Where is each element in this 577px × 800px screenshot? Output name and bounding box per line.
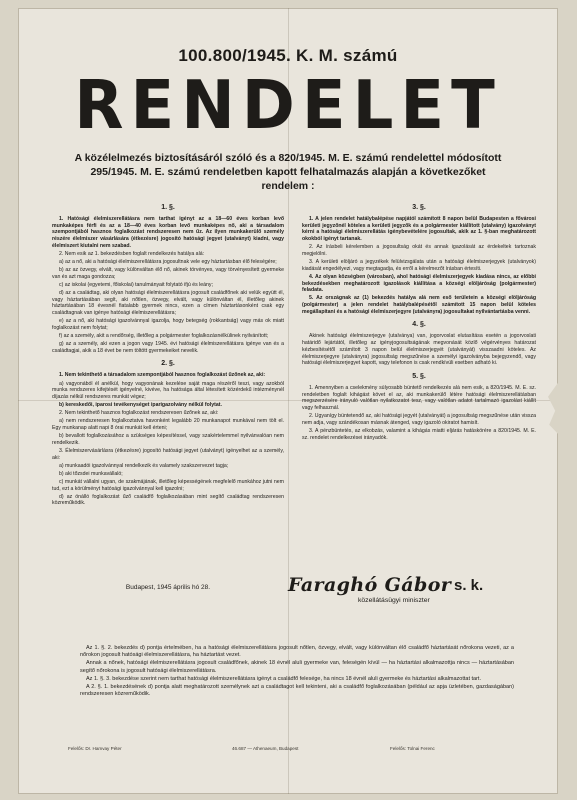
paragraph: 1. A jelen rendelet hatálybalépése napjától számított 8 napon belül Budapesten a fővárosi kerületi jegyzőnél köteles a kerületi jegyzők és a polgármester kiállított (utalvány) igazolványt kérni a hatósági élelmiszerellátás igénybevételére jogosultak, akik az 1. §-ban meghatározott okokból igényt tartanak. (302, 216, 536, 243)
decree-number: 100.800/1945. K. M. számú (178, 46, 398, 65)
torn-edge (548, 380, 558, 436)
paragraph: 1. Amennyiben a cselekmény súlyosabb büntető rendelkezés alá nem esik, a 820/1945. M. E. sz. rendeletben foglalt kihágást követ el az, aki munkakerülő létére hatósági élelmiszerellátásban megszerzésére irányuló valótlan nyilatkozatot tesz, vagy valótlan adatot tartalmazó igazolást kiállít vagy felhasznál. (302, 384, 536, 412)
explanatory-notes (80, 645, 514, 699)
left-column (52, 198, 284, 508)
decree-intro: A közélelmezés biztosításáról szóló és a 820/1945. M. E. számú rendelettel módosított 295/1945. M. E. számú rendeletben kapott felhatalmazás alapján a következőket rendelem : (74, 152, 502, 192)
paragraph: a) az a nő, aki a hatósági élelmiszerellátásra jogosultnak vele egy háztartásban élő feleségére; (59, 259, 277, 265)
paragraph: b) kereskedői, iparosi tevékenységet iparigazolvány nélkül folytat. (59, 402, 222, 409)
imprint-right: Felelős: Tolnai Ferenc (390, 746, 435, 751)
paragraph: b) az az özvegy, elvált, vagy különváltan élő nő, akinek törvényes, vagy törvényesített gyermeke van és azt maga gondozza; (52, 267, 284, 280)
paragraph: 2. Nem tekinthető hasznos foglalkozást rendszeresen űzőnek az, aki: (59, 410, 219, 417)
paragraph: 2. Ugyanígy büntetendő az, aki hatósági jegyét (utalványát) a jogosultság megszűnése után vissza nem adja, vagy szándékosan másnak átenged, vagy igazoló okiratot hamisít. (302, 413, 536, 426)
paragraph: 2. Az írásbeli kérelemben a jogosultság okát és annak igazolását az érdekeltek tartoznak megjelölni. (302, 244, 536, 257)
section-heading: 1. §. (161, 204, 175, 211)
section-heading: 5. §. (412, 372, 426, 380)
paragraph: 1. Nem tekinthető a társadalom szempontjából hasznos foglalkozást űzőnek az, aki: (59, 372, 266, 379)
note-paragraph: Az 1. §. 3. bekezdése szerint nem tarthat hatósági élelmiszerellátásra igényt a családfő felesége, ha nincs 18 évnél aluli gyermeke és háztartási alkalmazottat tart. (86, 675, 481, 682)
signature-name: Faraghó Gábor (288, 574, 452, 596)
paragraph: c) az iskolai (egyetemi, főiskolai) tanulmányait folytató ifjú és leány; (59, 281, 213, 288)
decree-title: RENDELET (74, 67, 502, 145)
paragraph: 2. Nem esik az 1. bekezdésben foglalt rendelkezés hatálya alá: (59, 250, 205, 257)
poster-sheet (18, 8, 558, 794)
note-paragraph: Az 1. §. 2. bekezdés d) pontja értelmében, ha a hatósági élelmiszerellátásra jogosult nőtlen, özvegy, elvált, vagy különváltan élő családfő háztartását nőrokona vezeti, az a nőrokon jogosult hatósági élelmiszerellátásra, ha háztartást vezet. (80, 645, 514, 659)
paragraph: b) aki tőzsdei munkavállaló; (59, 470, 123, 477)
paragraph: a) nem rendszeresen foglalkoztatva havonként legalább 20 munkanapot munkával nem tölt el. Egy munkanap alatt napi 8 órai munkát kell érteni; (52, 418, 284, 431)
paragraph: a) vagyonából él anélkül, hogy vagyonának kezelése saját maga részéről teszi, vagy azokból munka rendszeres kifejtését igényelné, kivéve, ha hatósága által létesített közérdekű intézménynél díjazás nélkül rendszeres munkát végez; (52, 380, 284, 400)
note-paragraph: A 2. §. 1. bekezdésének d) pontja alatt meghatározott személynek azt a családtagot kell tekinteni, aki a családfő foglalkozásában (például az apja üzletében, gazdaságában) rendszeresen közreműködik. (80, 684, 514, 698)
right-column (302, 198, 536, 443)
paragraph: 4. Az olyan községben (városban), ahol hatósági élelmiszerjegyek kiadása nincs, az előbbi bekezdésekben meghatározott igazolások kiállítása a községi elöljáróság (polgármester) feladata. (302, 273, 536, 294)
note-paragraph: Annak a nőnek, hatósági élelmiszerellátásra jogosult családfőnek, akinek 18 évnél aluli gyermeke van, feleségén kívül — ha háztartási alkalmazottja nincs — háztartásában segítő nőrokona is jogosult hatósági élelmiszerellátásra. (80, 660, 514, 674)
paragraph: Akinek hatósági élelmiszerjegye (utalványa) van, jogorvoslat elutasítása esetén a jogorvoslati határidő lejártától, illetőleg az igényjogosultságának megvonását közlő végérvényes határozat kézbesítésétől számított 3 napon belül élelmiszerjegyét (utalványát) visszaadni köteles. Az élelmiszerjegyre (utalványra) jogosultság megszűnése a személyi igazolványba bejegyzendő, vagy hatósági élelmiszerjegyet kapott, vagy telefonon is csak rendkívüli esetben adható ki. (302, 333, 536, 367)
paragraph: d) az önálló foglalkozást űző családfő foglalkozásában mint segítő családtag rendszeresen közreműködik. (52, 493, 284, 507)
section-heading: 2. §. (161, 360, 175, 368)
paragraph: a) munkaadói igazolvánnyal rendelkezik és valamely szakszervezet tagja; (59, 462, 229, 469)
paragraph: g) az a személy, aki ezen a jogon vagy 1945. évi hatósági élelmiszerellátásra igénye van és a családtagjai, akik a 18 évet be nem töltött gyermekeiket nevelik. (52, 341, 284, 354)
section-heading: 3. §. (412, 204, 426, 211)
imprint-left: Felelős: Dr. Hamvay Péter (68, 746, 122, 751)
signature-role: közellátásügyi miniszter (358, 597, 430, 604)
paragraph: 3. A kerületi elöljáró a jegyzékek felülvizsgálata után a hatósági élelmiszerjegyek (utalványok) kiadását engedélyezi, vagy megtagadja, és erről a kérelmezőt írásban értesíti. (302, 259, 536, 272)
paragraph: e) az a nő, aki hatósági igazolvánnyal igazolja, hogy betegség (rokkantság) vagy más ok miatt foglalkozást nem folytat; (52, 318, 284, 331)
paragraph: 5. Az országnak az (1) bekezdés hatálya alá nem eső területein a községi elöljáróság (polgármester) a jelen rendelet hatálybalépésétől számított 15 napon belül köteles megállapítani és a hatósági élelmiszerjegyre (utalványra) jogosultakat nyilvántartásba venni. (302, 295, 536, 315)
paragraph: 3. A pénzbüntetés, az elkobzás, valamint a kihágás miatti eljárás hatáskörére a 820/1945. M. E. sz. rendelet rendelkezései irányadók. (302, 427, 536, 441)
paragraph: b) bevallott foglalkozásához a szükséges képesítéssel, vagy szakértelemmel nyilvánvalóan nem rendelkezik. (52, 433, 284, 446)
issue-date: Budapest, 1945 április hó 28. (125, 584, 211, 591)
paragraph: c) munkát vállalni ugyan, de szakmájának, illetőleg képességének megfelelő munkához jutni nem tud, ezt a körülményt hatósági igazolvánnyal kell igazolni; (52, 478, 284, 492)
paragraph: f) az a személy, akit a rendőrség, illetőleg a polgármester foglalkozásnélkülinek nyilvánított; (59, 332, 269, 339)
imprint-mid: 46.687 — Athenaeum, Budapest (232, 746, 299, 751)
paragraph: 3. Élelmiszervásárlásra (étkezésre) jogosító hatósági jegyet (utalványt) igényelhet az a személy, aki: (52, 447, 284, 461)
paragraph: d) az a családtag, aki olyan hatósági élelmiszerellátásra jogosult családfőnek aki velük együtt él, vagy háztartásában segít, aki nőtlen, özvegy, elvált, vagy különváltan él, illetőleg akinek háztartásában 18 évesnél fiatalabb gyermek nincs, ezen a címen háztartásonként csak egy családtagnak van igénye hatósági élelmiszerellátásra; (52, 289, 284, 317)
signature-suffix: s. k. (454, 577, 484, 594)
paragraph: 1. Hatósági élelmiszerellátásra nem tarthat igényt az a 18—60 éves korban levő munkaképes férfi és az a 18—40 éves korban levő munkaképes nő, aki a társadalom szempontjából hasznos foglalkozást rendszeresen nem űz. Az ilyen munkakerülő személy részére élelmiszer vásárlására (étkezésre) jogosító hatósági jegyet (utalványt) kiadni, vagy élelmiszert kiutalni nem szabad. (52, 216, 284, 249)
section-heading: 4. §. (412, 321, 426, 329)
